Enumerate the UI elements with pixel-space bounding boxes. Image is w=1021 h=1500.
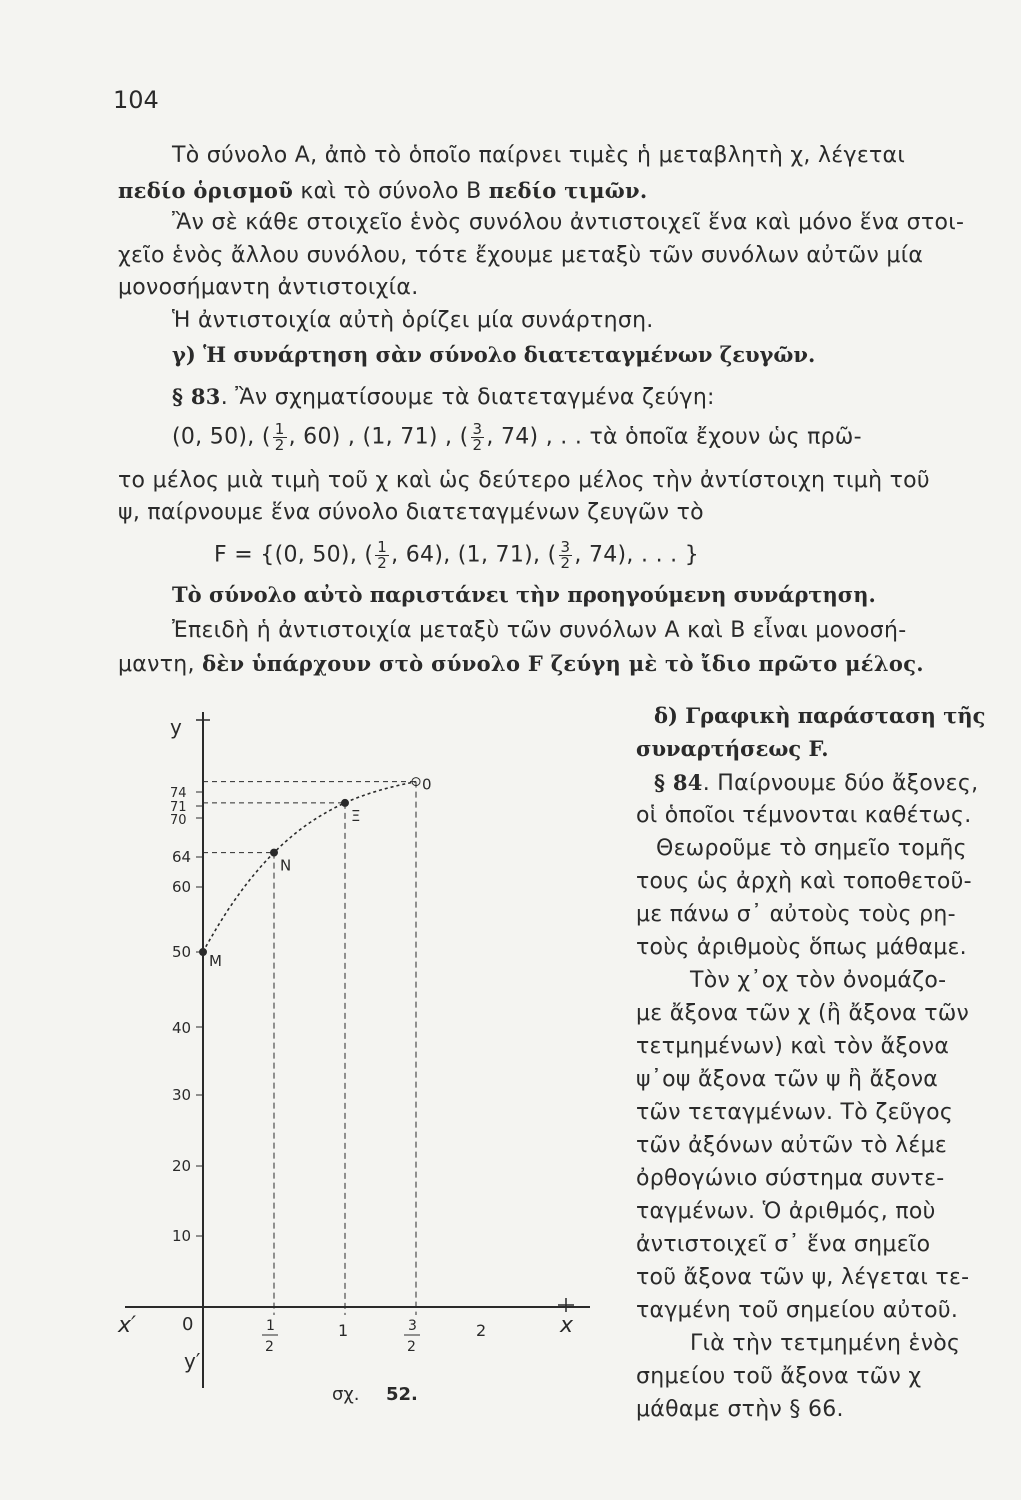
graph-figure	[100, 700, 620, 1420]
x-prime-label: x′	[118, 1313, 137, 1338]
x-axis-label: x	[560, 1313, 574, 1338]
x-tick-three-half-num: 3	[408, 1318, 417, 1334]
y-tick-label: 64	[172, 848, 192, 866]
y-ticks	[170, 786, 203, 1245]
figure-caption-number: 52.	[386, 1384, 418, 1405]
sec83-line1	[172, 384, 715, 410]
fraction-three-half: $\frac{3}{2}$	[472, 420, 483, 454]
para1-line1: Τὸ σύνολο Α, ἀπὸ τὸ ὁποῖο παίρνει τιμὲς ἡ μεταβλητὴ χ, λέγεται	[172, 143, 906, 168]
sec84-line: ταγμένη τοῦ σημείου αὐτοῦ.	[636, 1298, 959, 1323]
y-prime-label: y′	[184, 1349, 201, 1373]
set-F	[214, 540, 699, 571]
term-domain: πεδίο ὁρισμοῦ	[118, 178, 294, 203]
sec83-line6	[118, 651, 924, 677]
sec84-line: οἱ ὁποῖοι τέμνονται καθέτως.	[636, 803, 972, 828]
para1-mid: καὶ τὸ σύνολο Β	[293, 179, 489, 204]
y-tick-label: 70	[170, 813, 187, 828]
y-tick-label: 40	[172, 1019, 192, 1037]
point-label: N	[280, 856, 292, 875]
line6-bold: δὲν ὑπάρχουν στὸ σύνολο F ζεύγη μὲ τὸ ἴδιο πρῶτο μέλος.	[202, 651, 924, 676]
sec84-line: ταγμένων. Ὁ ἀριθμός, ποὺ	[636, 1199, 936, 1224]
guide-lines	[203, 782, 416, 1315]
x-tick-three-half-den: 2	[407, 1339, 416, 1355]
x-tick-half	[262, 1318, 278, 1355]
y-tick-label: 20	[172, 1157, 192, 1175]
x-tick-half-num: 1	[266, 1318, 275, 1334]
sec84-number: § 84	[654, 770, 703, 795]
sec84-line1	[654, 770, 978, 796]
data-points	[200, 776, 432, 970]
sec84-line: ψ᾽οψ ἄξονα τῶν ψ ἢ ἄξονα	[636, 1067, 939, 1092]
sec84-line: Τὸν χ᾽οχ τὸν ὀνομάζο-	[690, 968, 947, 993]
sec83-number: § 83	[172, 384, 221, 409]
data-point	[342, 799, 349, 806]
y-tick-label: 60	[172, 878, 192, 896]
y-tick-label: 74	[170, 786, 187, 801]
sec84-line: τοῦ ἄξονα τῶν ψ, λέγεται τε-	[636, 1265, 970, 1290]
y-tick-label: 30	[172, 1086, 192, 1104]
sec84-line: τῶν ἀξόνων αὐτῶν τὸ λέμε	[636, 1133, 948, 1158]
line6-plain: μαντη,	[118, 652, 203, 677]
origin-label: 0	[182, 1314, 194, 1335]
sec83-intro: . Ἂν σχηματίσουμε τὰ διατεταγμένα ζεύγη:	[220, 385, 715, 410]
page-number: 104	[113, 86, 159, 114]
sec84-line: Γιὰ τὴν τετμημένη ἑνὸς	[690, 1331, 961, 1356]
sec84-line: μάθαμε στὴν § 66.	[636, 1397, 844, 1422]
set-part-a: F = {(0, 50), (	[214, 542, 374, 568]
sec84-line: τοὺς ἀριθμοὺς ὅπως μάθαμε.	[636, 935, 967, 960]
sec84-line: με ἄξονα τῶν χ (ἢ ἄξονα τῶν	[636, 1001, 970, 1026]
x-tick-label: 1	[338, 1321, 349, 1340]
para3: Ἡ ἀντιστοιχία αὐτὴ ὁρίζει μία συνάρτηση.	[172, 308, 654, 333]
sec84-line: τῶν τεταγμένων. Τὸ ζεῦγος	[636, 1100, 954, 1125]
sec84-line: σημείου τοῦ ἄξονα τῶν χ	[636, 1364, 922, 1389]
data-point	[200, 949, 207, 956]
y-tick-label: 10	[172, 1227, 192, 1245]
para2-line3: μονοσήμαντη ἀντιστοιχία.	[118, 275, 419, 300]
point-label: M	[209, 952, 222, 970]
sec83-line2: το μέλος μιὰ τιμὴ τοῦ χ καὶ ὡς δεύτερο μέλος τὴν ἀντίστοιχη τιμὴ τοῦ	[118, 468, 930, 493]
x-tick-label: 2	[476, 1321, 487, 1340]
sec84-line: Θεωροῦμε τὸ σημεῖο τομῆς	[656, 836, 967, 861]
sec83-line5: Ἐπειδὴ ἡ ἀντιστοιχία μεταξὺ τῶν συνόλων Α καὶ Β εἶναι μονοσή-	[172, 618, 907, 643]
sec84-line: με πάνω σ᾽ αὐτοὺς τοὺς ρη-	[636, 902, 956, 927]
heading-d-line2: συναρτήσεως F.	[636, 736, 829, 761]
sec84-line1-text: . Παίρνουμε δύο ἄξονες,	[702, 771, 979, 796]
sec84-line: ὀρθογώνιο σύστημα συντε-	[636, 1166, 945, 1191]
point-label: 0	[422, 775, 432, 794]
point-label: Ξ	[351, 806, 361, 825]
data-point	[271, 849, 278, 856]
y-tick-label: 50	[172, 943, 192, 961]
sec83-line3: ψ, παίρνουμε ἕνα σύνολο διατεταγμένων ζευγῶν τὸ	[118, 500, 704, 525]
figure-caption-prefix: σχ.	[332, 1384, 360, 1405]
fraction-half: $\frac{1}{2}$	[377, 538, 388, 572]
y-tick-label: 71	[170, 800, 187, 815]
y-axis-label: y	[170, 715, 182, 739]
para2-line2: χεῖο ἑνὸς ἄλλου συνόλου, τότε ἔχουμε μεταξὺ τῶν συνόλων αὐτῶν μία	[118, 243, 924, 268]
set-part-b: , 64), (1, 71), (	[391, 542, 557, 568]
para1-line2	[118, 178, 648, 204]
sec83-pairs	[172, 422, 862, 453]
fraction-half: $\frac{1}{2}$	[274, 420, 285, 454]
sec84-line: τους ὡς ἀρχὴ καὶ τοποθετοῦ-	[636, 869, 972, 894]
fraction-three-half: $\frac{3}{2}$	[560, 538, 571, 572]
heading-c: γ) Ἡ συνάρτηση σὰν σύνολο διατεταγμένων ζευγῶν.	[172, 342, 816, 367]
term-range: πεδίο τιμῶν.	[488, 178, 648, 203]
pairs-part-c: , 74) , . . τὰ ὁποῖα ἔχουν ὡς πρῶ-	[486, 424, 862, 450]
para2-line1: Ἂν σὲ κάθε στοιχεῖο ἑνὸς συνόλου ἀντιστοιχεῖ ἕνα καὶ μόνο ἕνα στοι-	[172, 210, 965, 235]
pairs-part-a: (0, 50), (	[172, 424, 271, 450]
pairs-part-b: , 60) , (1, 71) , (	[288, 424, 469, 450]
x-tick-three-half	[404, 1318, 420, 1355]
sec84-line: τετμημένων) καὶ τὸν ἄξονα	[636, 1034, 950, 1059]
sec84-line: ἀντιστοιχεῖ σ᾽ ἕνα σημεῖο	[636, 1232, 931, 1257]
x-tick-half-den: 2	[265, 1339, 274, 1355]
function-curve	[203, 782, 416, 952]
heading-d-line1: δ) Γραφικὴ παράσταση τῆς	[654, 703, 986, 728]
bold-statement: Τὸ σύνολο αὐτὸ παριστάνει τὴν προηγούμενη συνάρτηση.	[172, 582, 876, 607]
set-part-c: , 74), . . . }	[574, 542, 700, 568]
